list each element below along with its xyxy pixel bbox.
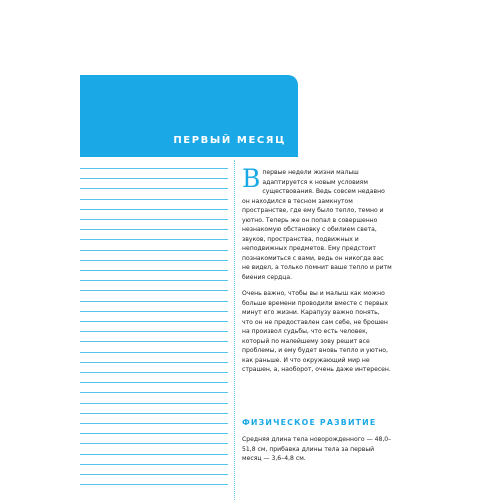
rule-line [80, 484, 228, 485]
rule-line [80, 199, 228, 200]
rule-line [80, 280, 228, 281]
article-paragraph-2: Очень важно, чтобы вы и малыш как можно больше времени проводили вместе с первых минут его жизни. Карапузу важно понять, что он не предоставлен сам себе, не брошен на произвол судьбы, что есть человек, который по малейшему зову решит все проблемы, и ему будет вновь тепло и уютно, как раньше. И что окружающий мир не страшен, а, наоборот, очень даже интересен. [242, 290, 391, 373]
rule-line [80, 229, 228, 230]
notes-ruled-lines [80, 166, 230, 500]
rule-line [80, 290, 228, 291]
rule-line [80, 331, 228, 332]
rule-line [80, 464, 228, 465]
drop-cap: В [242, 164, 261, 193]
rule-line [80, 301, 228, 302]
rule-line [80, 311, 228, 312]
column-divider [234, 160, 235, 500]
rule-line [80, 433, 228, 434]
section-text: Средняя длина тела новорожденного — 48,0–51,8 см, прибавка длины тела за первый месяц — 3,6–4,8 см. [242, 436, 392, 462]
chapter-title: ПЕРВЫЙ МЕСЯЦ [173, 135, 286, 146]
rule-line [80, 382, 228, 383]
rule-line [80, 250, 228, 251]
section-heading: ФИЗИЧЕСКОЕ РАЗВИТИЕ [242, 418, 377, 427]
rule-line [80, 392, 228, 393]
rule-line [80, 372, 228, 373]
paragraph-1-text: первые недели жизни малыш адаптируется к новым условиям существования. Ведь совсем недавно он находился в тесном замкнутом пространстве, где ему было тепло, темно и уютно. Теперь же он попал в совершенно незнакомую обстановку с обилием света, звуков, пространства, подвижных и неподвижных предметов. Ему предстоит познакомиться с вами, ведь он никогда вас не видел, а только помнит ваше тепло и ритм биения сердца. [242, 169, 392, 281]
rule-line [80, 423, 228, 424]
rule-line [80, 209, 228, 210]
rule-line [80, 239, 228, 240]
rule-line [80, 219, 228, 220]
rule-line [80, 362, 228, 363]
rule-line [80, 454, 228, 455]
rule-line [80, 188, 228, 189]
rule-line [80, 260, 228, 261]
rule-line [80, 270, 228, 271]
rule-line [80, 413, 228, 414]
rule-line [80, 474, 228, 475]
rule-line [80, 443, 228, 444]
article-paragraph-1 [242, 164, 392, 282]
rule-line [80, 168, 228, 169]
chapter-header-block [80, 75, 298, 157]
rule-line [80, 403, 228, 404]
rule-line [80, 352, 228, 353]
rule-line [80, 341, 228, 342]
rule-line [80, 178, 228, 179]
article-body [242, 164, 392, 382]
rule-line [80, 321, 228, 322]
